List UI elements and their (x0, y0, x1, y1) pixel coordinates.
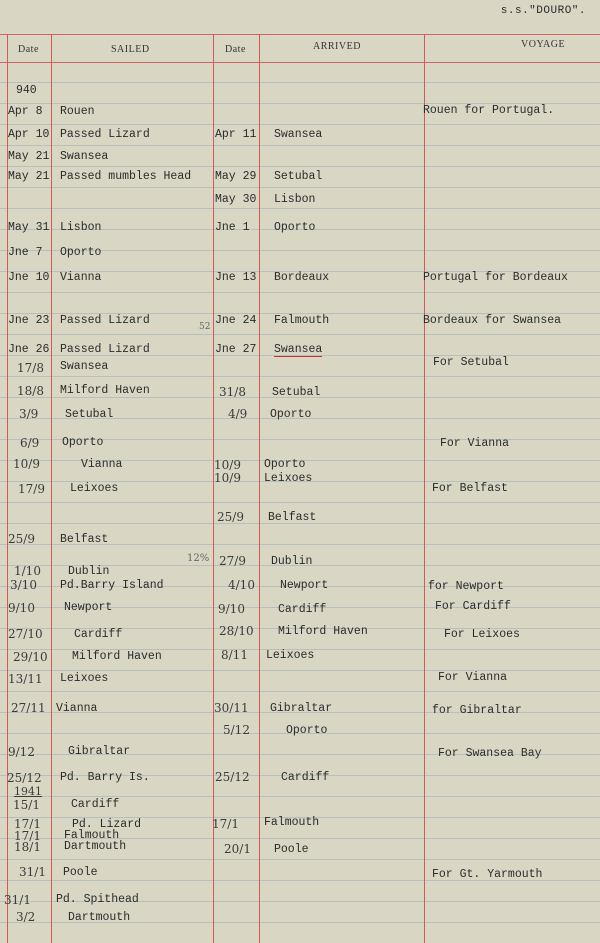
header-bottom-rule (0, 62, 600, 63)
sailed-date: 17/8 (17, 361, 44, 375)
sailed-date: 25/12 (7, 771, 42, 785)
sailed-date: May 31 (8, 221, 50, 234)
header-sailed: SAILED (111, 44, 150, 55)
arrived-date: 17/1 (212, 817, 239, 831)
sailed-place: Pd.Barry Island (60, 579, 164, 592)
arrived-place: Cardiff (281, 771, 330, 784)
column-rule-5 (424, 34, 425, 943)
arrived-place: Belfast (268, 511, 317, 524)
sailed-date: 6/9 (20, 436, 40, 450)
arrived-place: Swansea (274, 343, 323, 356)
sailed-date: Apr 8 (8, 105, 43, 118)
sailed-place: Pd. Lizard (72, 818, 142, 831)
arrived-date: 20/1 (224, 842, 251, 856)
sailed-place: Milford Haven (60, 384, 150, 397)
arrived-date: 4/9 (228, 407, 248, 421)
year-1941: 1941 (14, 785, 42, 798)
sailed-date: Jne 7 (8, 246, 43, 259)
sailed-place: Swansea (60, 360, 109, 373)
sailed-date: 1/10 (14, 564, 41, 578)
voyage: For Vianna (440, 437, 510, 450)
sailed-place: Belfast (60, 533, 109, 546)
arrived-date: 28/10 (219, 624, 254, 638)
voyage: For Gt. Yarmouth (432, 868, 543, 881)
header-date-arrived: Date (225, 44, 246, 55)
arrived-place: Oporto (274, 221, 316, 234)
sailed-date: 3/2 (16, 910, 36, 924)
sailed-place: Swansea (60, 150, 109, 163)
voyage: for Newport (428, 580, 504, 593)
sailed-date: 17/1 (14, 817, 41, 831)
arrived-place: Falmouth (274, 314, 330, 327)
column-rule-3 (213, 34, 214, 943)
arrived-place: Leixoes (264, 472, 313, 485)
sailed-date: 15/1 (13, 798, 40, 812)
sailed-date: 18/8 (17, 384, 44, 398)
sailed-place: Setubal (65, 408, 114, 421)
arrived-date: 9/10 (218, 602, 245, 616)
sailed-date: 27/11 (11, 701, 46, 715)
sailed-date: Jne 26 (8, 343, 50, 356)
arrived-date: 5/12 (223, 723, 250, 737)
sailed-place: Passed Lizard (60, 314, 150, 327)
arrived-place: Lisbon (274, 193, 316, 206)
arrived-place: Milford Haven (278, 625, 368, 638)
arrived-place: Setubal (274, 170, 323, 183)
sailed-place: Vianna (56, 702, 98, 715)
arrived-date: Apr 11 (215, 128, 257, 141)
voyage: Rouen for Portugal. (423, 104, 555, 117)
column-rule-2 (51, 34, 52, 943)
arrived-date: 25/9 (217, 510, 244, 524)
sailed-date: Apr 10 (8, 128, 50, 141)
sailed-date: 18/1 (14, 840, 41, 854)
sailed-date: 31/1 (19, 865, 46, 879)
sailed-date: 9/12 (8, 745, 35, 759)
sailed-date: 31/1 (4, 893, 31, 907)
margin-note: 52 (199, 322, 211, 332)
arrived-date: 10/9 (214, 458, 241, 472)
arrived-place: Oporto (286, 724, 328, 737)
sailed-place: Cardiff (71, 798, 120, 811)
voyage: For Swansea Bay (438, 747, 542, 760)
arrived-date: Jne 27 (215, 343, 257, 356)
arrived-place: Oporto (270, 408, 312, 421)
arrived-place: Gibraltar (270, 702, 333, 715)
sailed-date: 13/11 (8, 672, 43, 686)
arrived-place: Bordeaux (274, 271, 330, 284)
arrived-date: 30/11 (214, 701, 249, 715)
voyage: Bordeaux for Swansea (423, 314, 562, 327)
margin-note: 12% (187, 553, 210, 564)
header-arrived: ARRIVED (313, 41, 361, 52)
year-1940: 940 (16, 84, 37, 97)
sailed-date: 29/10 (13, 650, 48, 664)
sailed-date: 3/9 (19, 407, 39, 421)
sailed-place: Oporto (60, 246, 102, 259)
sailed-place: Rouen (60, 105, 95, 118)
arrived-place: Swansea (274, 128, 323, 141)
voyage: For Belfast (432, 482, 508, 495)
sailed-place: Oporto (62, 436, 104, 449)
sailed-place: Passed Lizard (60, 128, 150, 141)
sailed-place: Vianna (81, 458, 123, 471)
voyage: Portugal for Bordeaux (423, 271, 568, 284)
sailed-place: Dartmouth (68, 911, 131, 924)
sailed-place: Gibraltar (68, 745, 131, 758)
voyage: For Setubal (433, 356, 509, 369)
sailed-place: Passed Lizard (60, 343, 150, 356)
sailed-place: Dublin (68, 565, 110, 578)
arrived-date: May 29 (215, 170, 257, 183)
sailed-place: Vianna (60, 271, 102, 284)
sailed-place: Leixoes (70, 482, 119, 495)
sailed-date: 3/10 (10, 578, 37, 592)
arrived-date: 25/12 (215, 770, 250, 784)
column-rule-4 (259, 34, 260, 943)
arrived-date: Jne 24 (215, 314, 257, 327)
arrived-date: Jne 13 (215, 271, 257, 284)
arrived-date: 10/9 (214, 471, 241, 485)
sailed-date: 25/9 (8, 532, 35, 546)
sailed-place: Lisbon (60, 221, 102, 234)
voyage: for Gibraltar (432, 704, 522, 717)
header-voyage: VOYAGE (521, 39, 566, 50)
sailed-place: Cardiff (74, 628, 123, 641)
sailed-date: 9/10 (8, 601, 35, 615)
sailed-place: Pd. Spithead (56, 893, 139, 906)
arrived-place: Dublin (271, 555, 313, 568)
voyage: For Vianna (438, 671, 508, 684)
sailed-place: Pd. Barry Is. (60, 771, 150, 784)
arrived-date: 8/11 (221, 648, 248, 662)
arrived-place: Oporto (264, 458, 306, 471)
sailed-place: Falmouth (64, 829, 120, 842)
sailed-date: 27/10 (8, 627, 43, 641)
sailed-place: Poole (63, 866, 98, 879)
sailed-place: Leixoes (60, 672, 109, 685)
sailed-place: Dartmouth (64, 840, 127, 853)
voyage: For Cardiff (435, 600, 511, 613)
arrived-date: 27/9 (219, 554, 246, 568)
arrived-place: Setubal (272, 386, 321, 399)
arrived-place: Poole (274, 843, 309, 856)
header-date-sailed: Date (18, 44, 39, 55)
sailed-date: Jne 10 (8, 271, 50, 284)
arrived-place: Newport (280, 579, 329, 592)
voyage: For Leixoes (444, 628, 520, 641)
arrived-place: Falmouth (264, 816, 320, 829)
sailed-place: Milford Haven (72, 650, 162, 663)
sailed-date: 10/9 (13, 457, 40, 471)
arrived-date: Jne 1 (215, 221, 250, 234)
sailed-date: 17/1 (14, 829, 41, 843)
arrived-place: Cardiff (278, 603, 327, 616)
arrived-date: 4/10 (228, 578, 255, 592)
arrived-date: 31/8 (219, 385, 246, 399)
sailed-date: Jne 23 (8, 314, 50, 327)
header-top-rule (0, 34, 600, 35)
arrived-place: Leixoes (266, 649, 315, 662)
sailed-place: Newport (64, 601, 113, 614)
sailed-place: Passed mumbles Head (60, 170, 192, 183)
sailed-date: May 21 (8, 150, 50, 163)
sailed-date: 17/9 (18, 482, 45, 496)
arrived-date: May 30 (215, 193, 257, 206)
sailed-date: May 21 (8, 170, 50, 183)
ship-label: s.s."DOURO". (500, 5, 586, 17)
